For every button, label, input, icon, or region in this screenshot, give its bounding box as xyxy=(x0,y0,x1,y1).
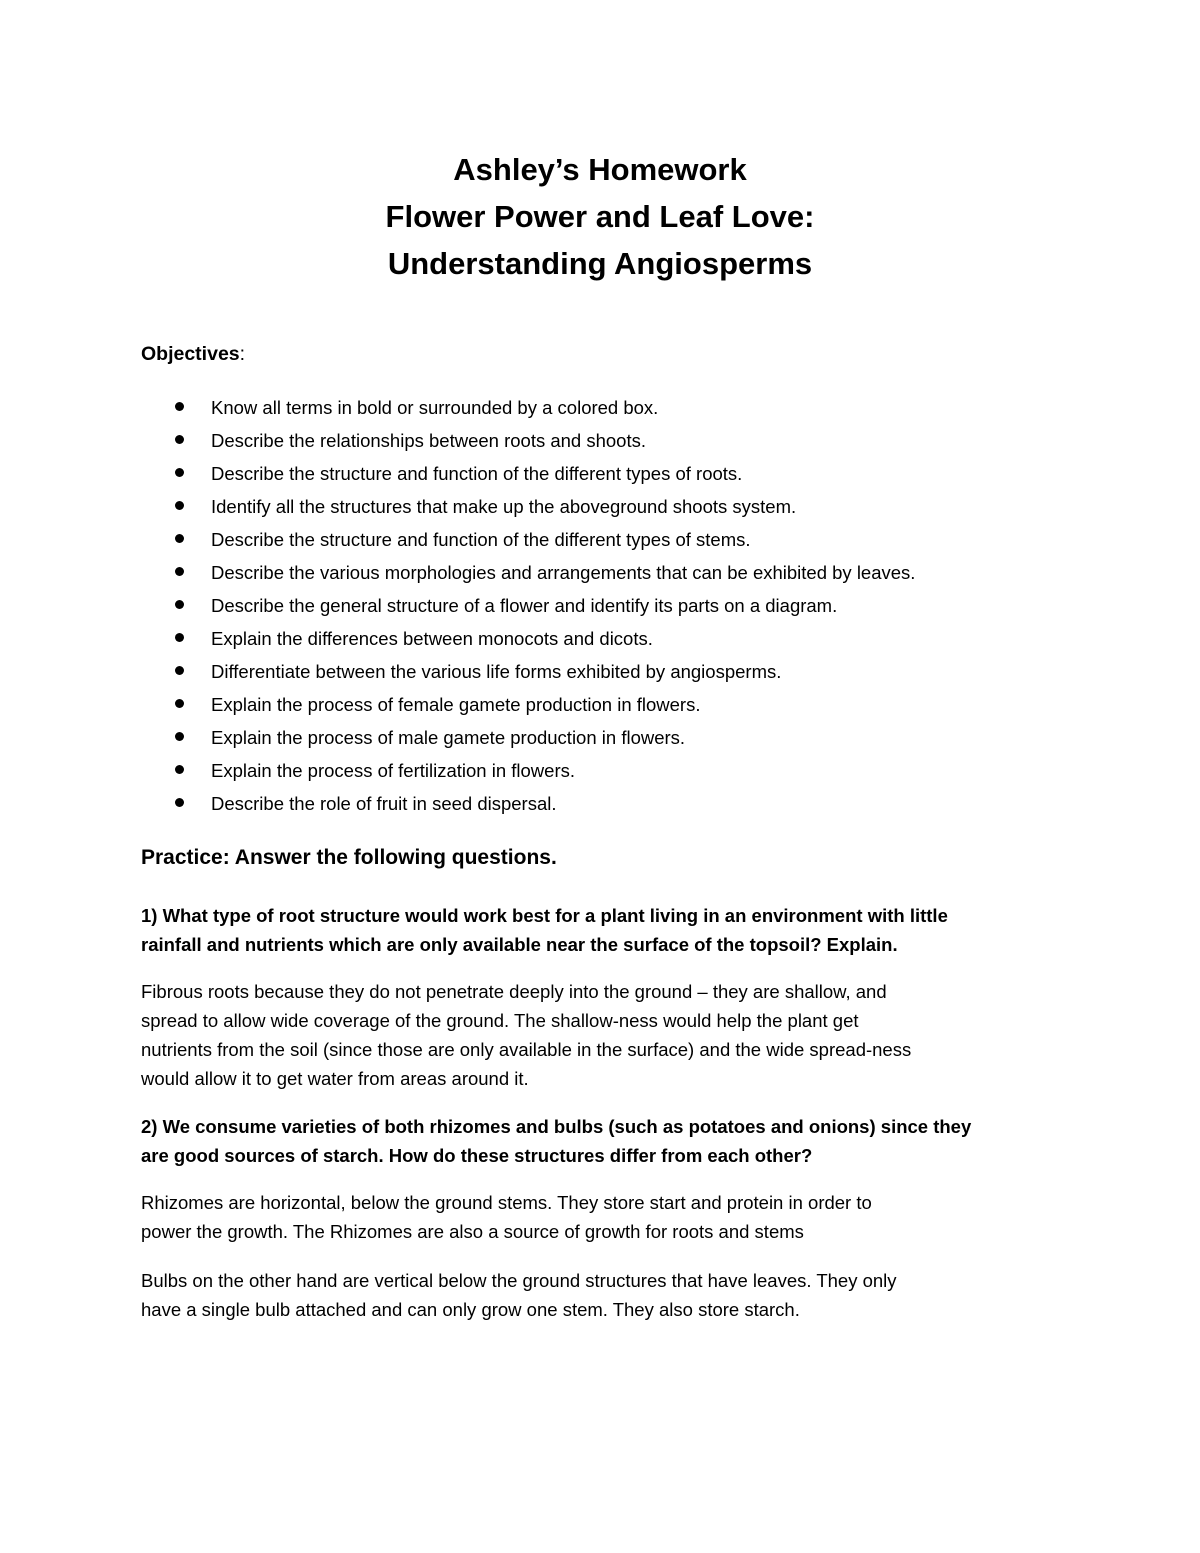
bullet-icon xyxy=(175,534,184,543)
answer-1-line: spread to allow wide coverage of the ground. The shallow-ness would help the plant get xyxy=(141,1010,859,1031)
objectives-heading-label: Objectives xyxy=(141,343,240,365)
answer-2-line: power the growth. The Rhizomes are also a source of growth for roots and stems xyxy=(141,1221,804,1242)
objective-text: Describe the general structure of a flower and identify its parts on a diagram. xyxy=(211,595,838,616)
objective-text: Describe the structure and function of the different types of stems. xyxy=(211,529,751,550)
title-line-2: Flower Power and Leaf Love: xyxy=(385,199,815,234)
bullet-icon xyxy=(175,765,184,774)
answer-2-line: Bulbs on the other hand are vertical below the ground structures that have leaves. They only xyxy=(141,1270,897,1291)
answer-1-line: Fibrous roots because they do not penetrate deeply into the ground – they are shallow, and xyxy=(141,981,887,1002)
objective-text: Describe the relationships between roots and shoots. xyxy=(211,430,647,451)
bullet-icon xyxy=(175,567,184,576)
bullet-icon xyxy=(175,633,184,642)
question-2 xyxy=(141,1112,1071,1170)
objectives-heading-colon: : xyxy=(239,343,246,365)
answer-2-rhizomes xyxy=(141,1188,1071,1246)
objectives-heading xyxy=(141,340,245,368)
objective-text: Differentiate between the various life forms exhibited by angiosperms. xyxy=(211,661,782,682)
objective-text: Describe the structure and function of the different types of roots. xyxy=(211,463,743,484)
title-line-3: Understanding Angiosperms xyxy=(387,246,813,281)
objective-text: Describe the various morphologies and arrangements that can be exhibited by leaves. xyxy=(211,562,916,583)
bullet-icon xyxy=(175,666,184,675)
objective-text: Describe the role of fruit in seed dispersal. xyxy=(211,793,557,814)
bullet-icon xyxy=(175,798,184,807)
title-block xyxy=(0,146,1200,287)
answer-2-bulbs xyxy=(141,1266,1071,1324)
bullet-icon xyxy=(175,468,184,477)
bullet-icon xyxy=(175,600,184,609)
answer-1-line: nutrients from the soil (since those are only available in the surface) and the wide spread-ness xyxy=(141,1039,912,1060)
answer-2-line: have a single bulb attached and can only grow one stem. They also store starch. xyxy=(141,1299,800,1320)
answer-2-line: Rhizomes are horizontal, below the ground stems. They store start and protein in order to xyxy=(141,1192,872,1213)
objective-text: Explain the process of female gamete production in flowers. xyxy=(211,694,701,715)
objective-text: Explain the differences between monocots and dicots. xyxy=(211,628,653,649)
title-line-1: Ashley’s Homework xyxy=(453,152,747,187)
practice-heading: Practice: Answer the following questions. xyxy=(141,846,557,869)
bullet-icon xyxy=(175,435,184,444)
question-1-line: rainfall and nutrients which are only available near the surface of the topsoil? Explain. xyxy=(141,934,898,955)
answer-1-line: would allow it to get water from areas around it. xyxy=(141,1068,529,1089)
bullet-icon xyxy=(175,501,184,510)
objective-text: Explain the process of male gamete production in flowers. xyxy=(211,727,686,748)
bullet-icon xyxy=(175,699,184,708)
objective-text: Explain the process of fertilization in flowers. xyxy=(211,760,576,781)
question-1-line: 1) What type of root structure would work best for a plant living in an environment with little xyxy=(141,905,948,926)
objective-text: Identify all the structures that make up the aboveground shoots system. xyxy=(211,496,797,517)
question-2-line: 2) We consume varieties of both rhizomes and bulbs (such as potatoes and onions) since they xyxy=(141,1116,972,1137)
question-2-line: are good sources of starch. How do these structures differ from each other? xyxy=(141,1145,813,1166)
bullet-icon xyxy=(175,402,184,411)
question-1 xyxy=(141,901,1071,959)
answer-1 xyxy=(141,977,1071,1093)
objective-text: Know all terms in bold or surrounded by a colored box. xyxy=(211,397,659,418)
bullet-icon xyxy=(175,732,184,741)
